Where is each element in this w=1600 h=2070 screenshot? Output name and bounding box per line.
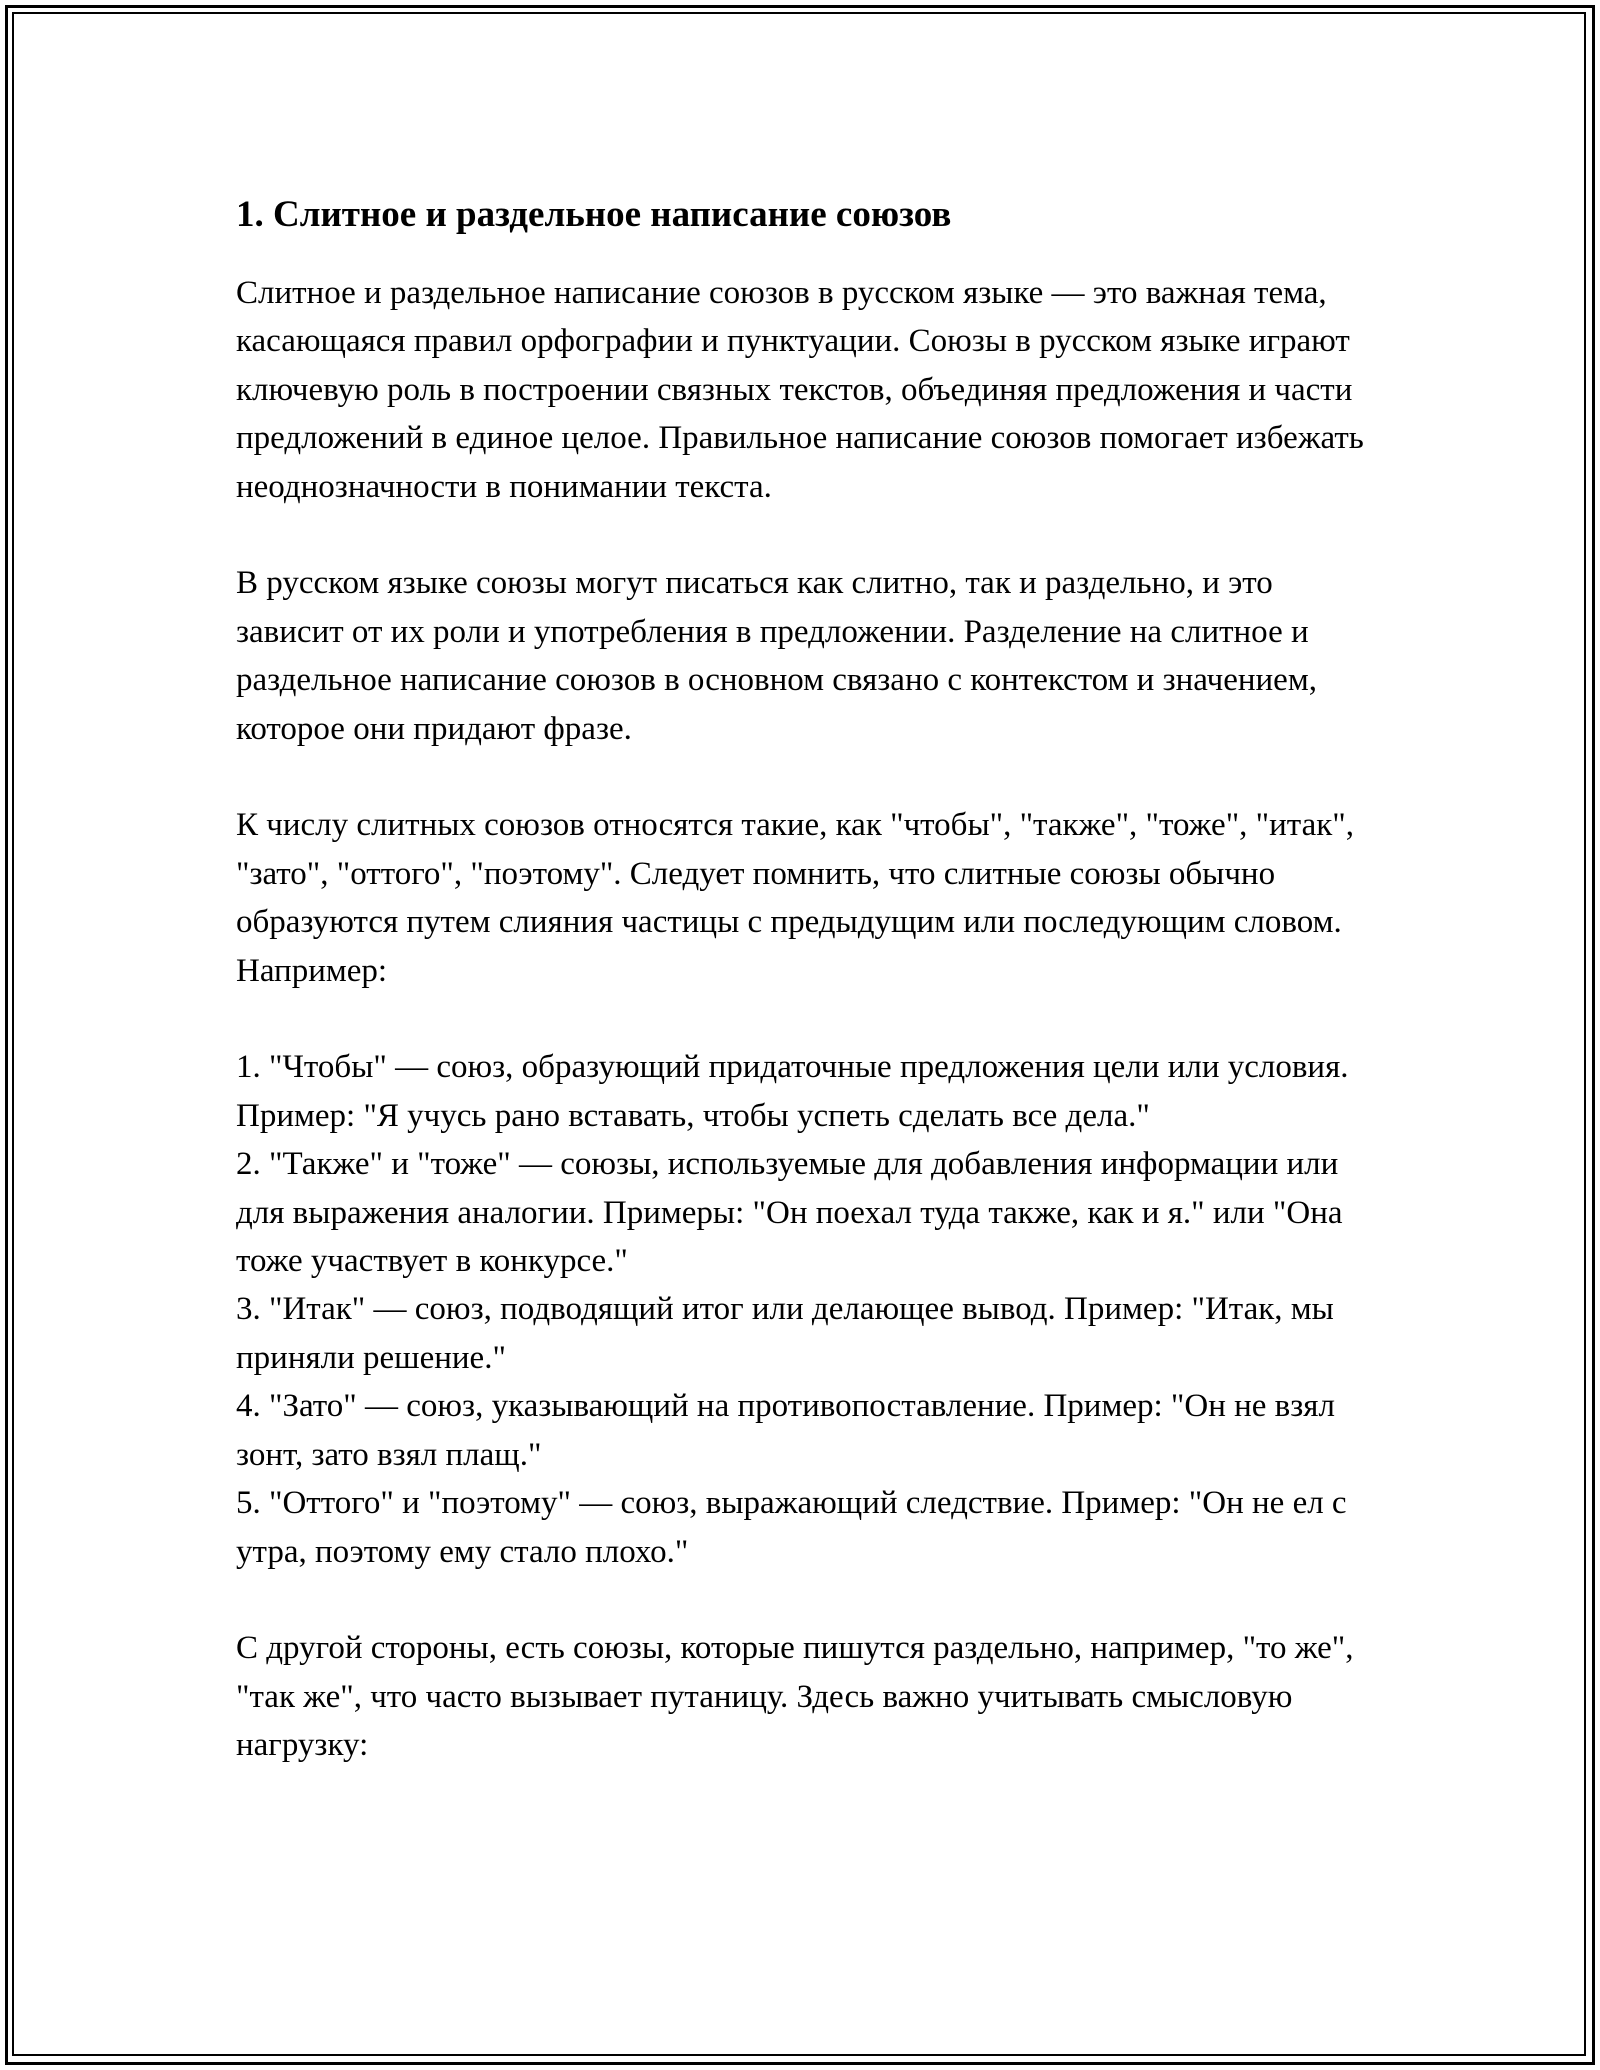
list-item: 4. "Зато" — союз, указывающий на противопоставление. Пример: "Он не взял зонт, зато взял плащ." <box>236 1388 1335 1473</box>
document-body <box>236 190 1386 1770</box>
paragraph-spacer <box>236 995 1386 1043</box>
list-item: 5. "Оттого" и "поэтому" — союз, выражающий следствие. Пример: "Он не ел с утра, поэтому ему стало плохо." <box>236 1485 1347 1570</box>
section-heading: 1. Слитное и раздельное написание союзов <box>236 194 952 235</box>
list-item: 3. "Итак" — союз, подводящий итог или делающее вывод. Пример: "Итак, мы приняли решение." <box>236 1291 1334 1376</box>
paragraph-separate-conjunctions: С другой стороны, есть союзы, которые пишутся раздельно, например, "то же", "так же", что часто вызывает путаницу. Здесь важно учитывать смысловую нагрузку: <box>236 1630 1354 1764</box>
list-item: 2. "Также" и "тоже" — союзы, используемые для добавления информации или для выражения аналогии. Примеры: "Он поехал туда также, как и я." или "Она тоже участвует в конкурсе." <box>236 1146 1343 1280</box>
list-item: 1. "Чтобы" — союз, образующий придаточные предложения цели или условия. Пример: "Я учусь рано вставать, чтобы успеть сделать все дела." <box>236 1049 1349 1134</box>
paragraph-spacer <box>236 511 1386 559</box>
paragraph-context: В русском языке союзы могут писаться как слитно, так и раздельно, и это зависит от их роли и употребления в предложении. Разделение на слитное и раздельное написание союзов в основном связано с контекстом и значением, которое они придают фразе. <box>236 565 1317 747</box>
paragraph-spacer <box>236 1576 1386 1624</box>
paragraph-spacer <box>236 753 1386 801</box>
paragraph-intro: Слитное и раздельное написание союзов в русском языке — это важная тема, касающаяся правил орфографии и пунктуации. Союзы в русском языке играют ключевую роль в построении связных текстов, объединяя предложения и части предложений в единое целое. Правильное написание союзов помогает избежать неоднозначности в понимании текста. <box>236 275 1364 505</box>
examples-list <box>236 1043 1386 1575</box>
paragraph-fused-conjunctions: К числу слитных союзов относятся такие, как "чтобы", "также", "тоже", "итак", "зато", "оттого", "поэтому". Следует помнить, что слитные союзы обычно образуются путем слияния частицы с предыдущим или последующим словом. Например: <box>236 807 1355 989</box>
